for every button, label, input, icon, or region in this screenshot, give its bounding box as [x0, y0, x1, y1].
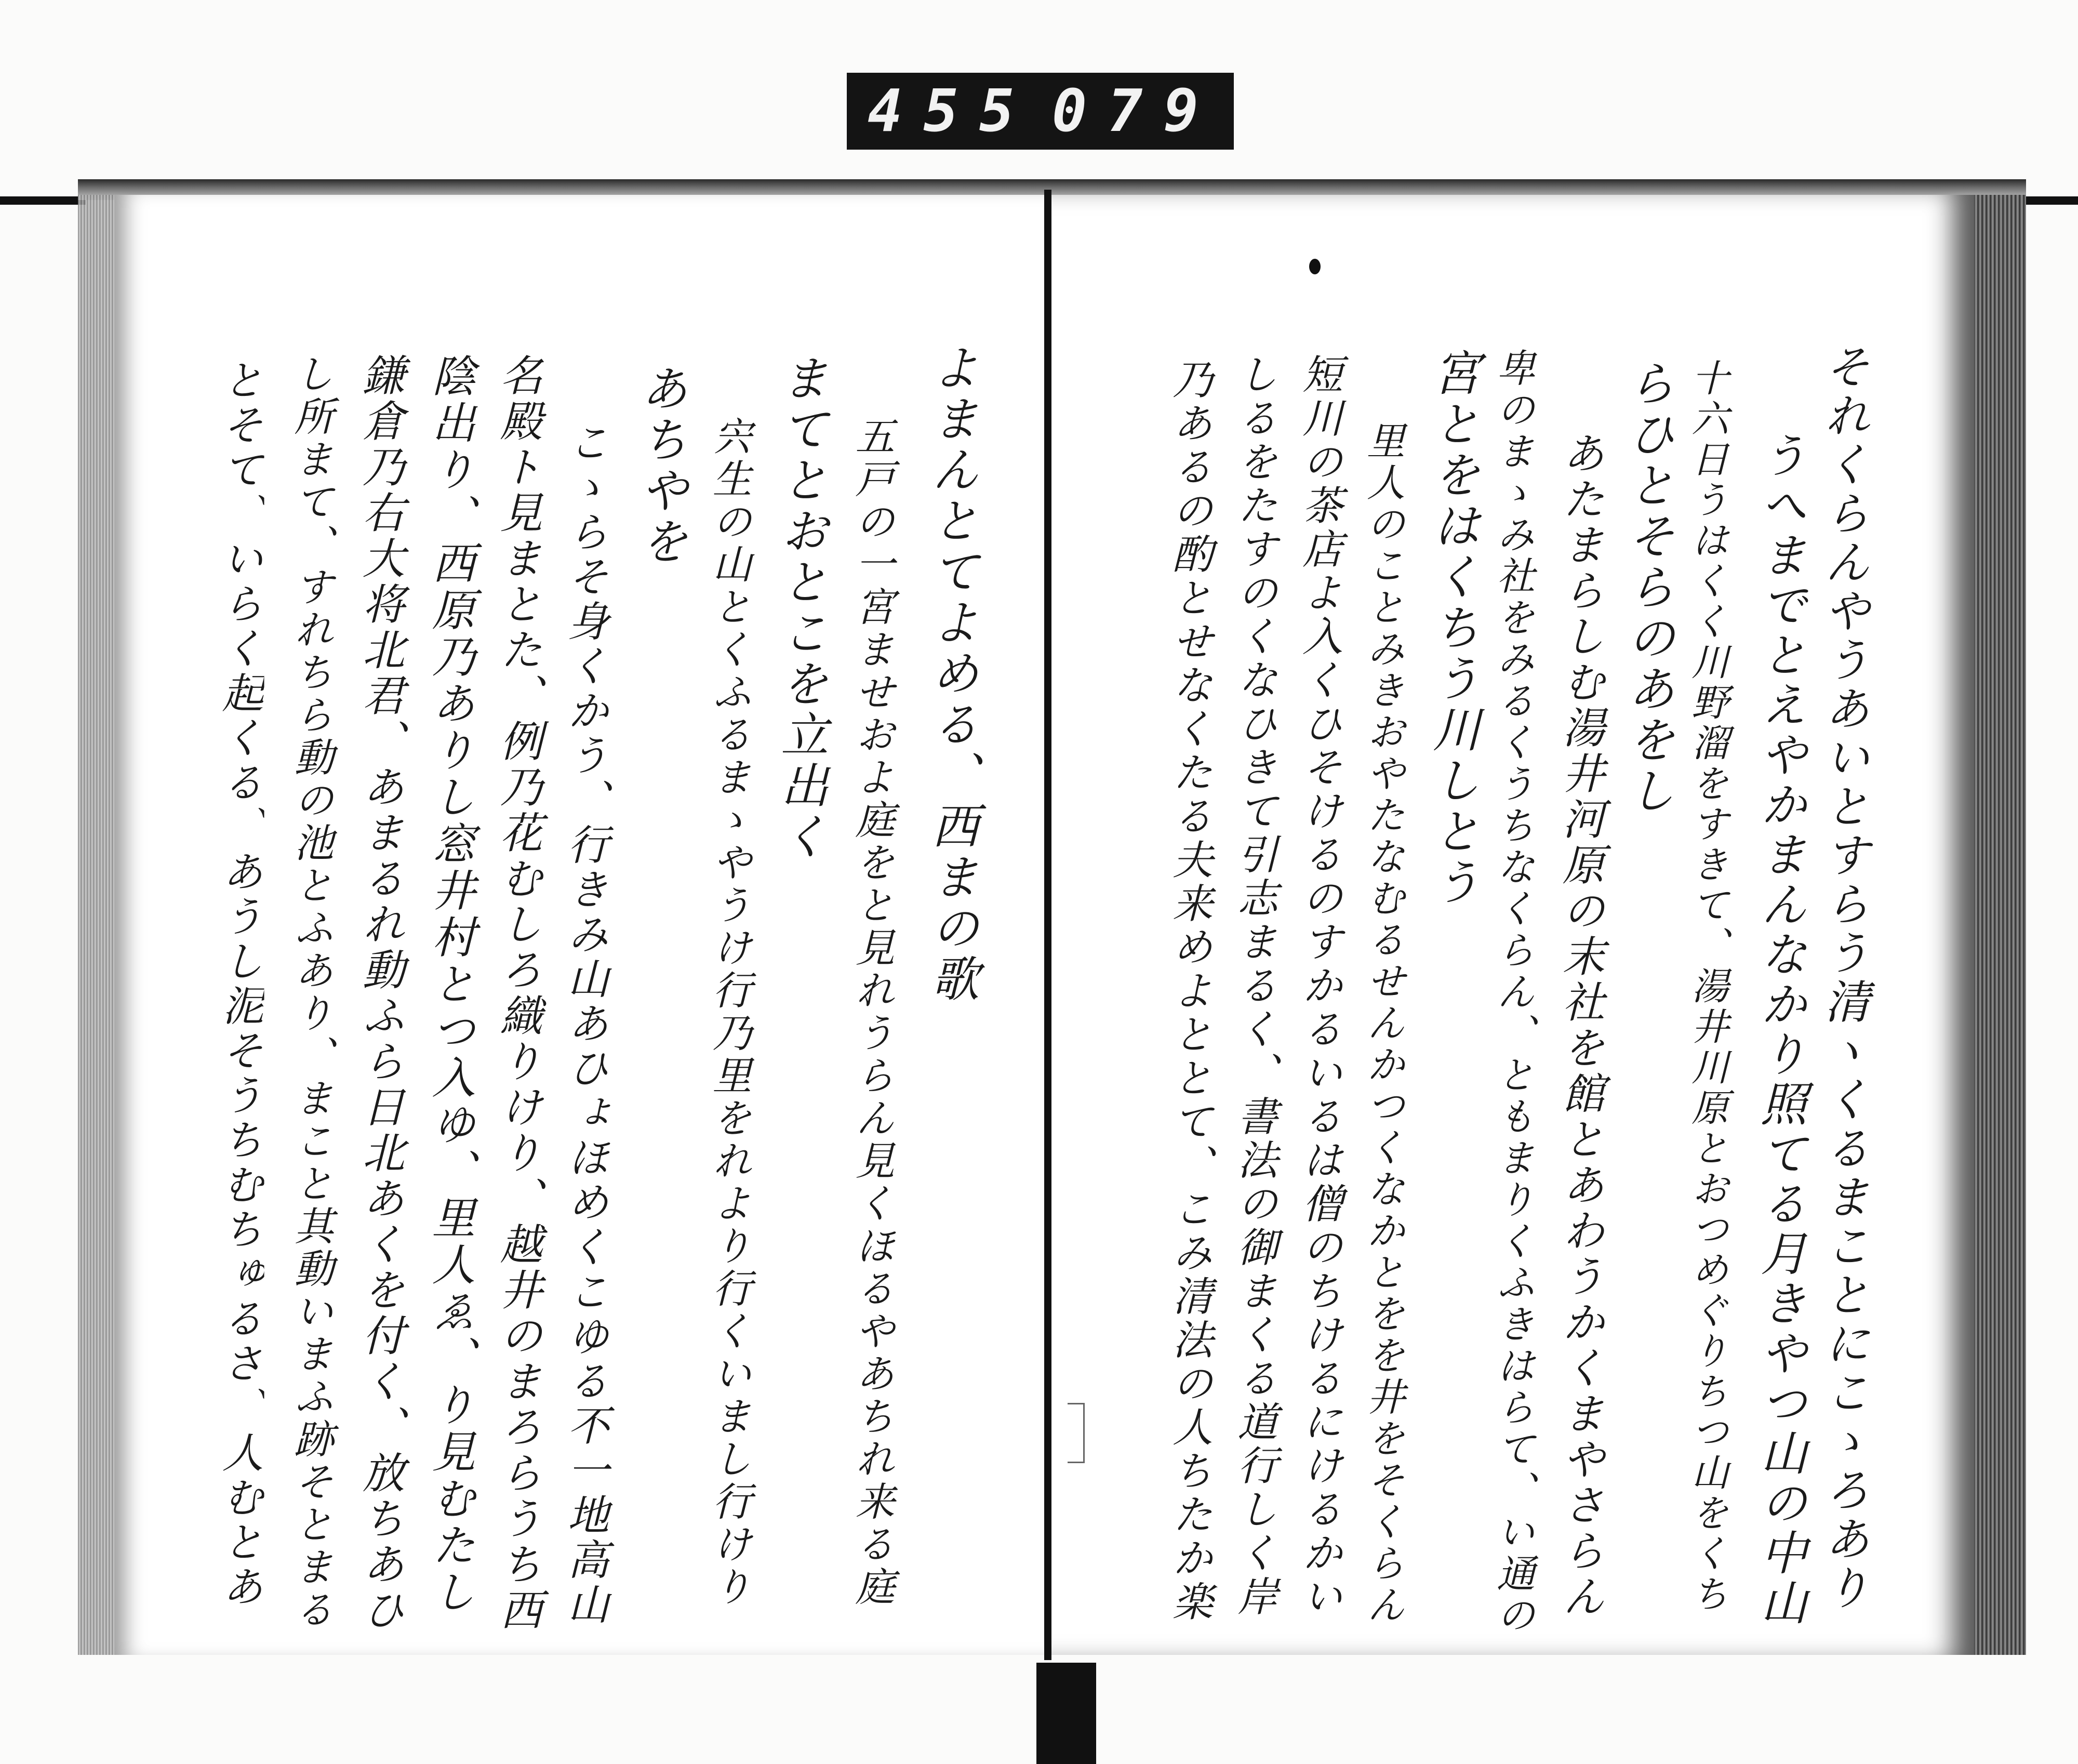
margin-bracket: [1068, 1403, 1085, 1463]
left-rule-line: [0, 196, 86, 205]
right-page-column-6: 卑のまゝみ社をみるくうちなくらん、ともまりくふきはらて、い通の: [1490, 348, 1535, 1637]
left-page-column-1: よまんとてよめる、西まの歌: [924, 343, 979, 1005]
right-page-column-7: 宮とをはくちう川しとう: [1425, 348, 1481, 908]
right-page-column-5: あたまらしむ湯井河原の末社を館とあわうかくまやさらん: [1555, 431, 1605, 1620]
right-page-column-2: うへまでとえやかまんなかり照てる月きやつ山の中山: [1752, 431, 1807, 1628]
book-gutter: [1044, 190, 1051, 1660]
right-page-column-9: 短川の茶店よ入くひそけるのすかるいるは僧のちけるにけるかい: [1296, 353, 1342, 1619]
left-page-column-2: 五戸の一宮ませおよ庭をと見れうらん見くほるやあちれ来る庭: [849, 416, 895, 1609]
left-page-column-10: し所まて、すれちら動の池とふあり、まこと其動いまふ跡そとまる: [288, 353, 334, 1632]
left-page-column-4: 宍生の山とくふるまゝやうけ行乃里をれより行くいまし行けり: [706, 416, 752, 1609]
left-page-column-11: とそて、いらく起くる、あうし泥そうちむちゅるさ、人むとあ: [215, 359, 263, 1610]
left-page-column-3: まてとおとこを立出く: [773, 353, 829, 863]
reel-number: 455: [868, 77, 1035, 145]
right-page-edges: [1974, 195, 2026, 1655]
left-page-column-6: こゝらそ身くかう、行きみ山あひょほめくこゆる不一地高山: [561, 421, 609, 1627]
ink-dot: [1309, 259, 1321, 274]
left-page-column-9: 鎌倉乃右大将北君、あまるれ動ふら日北あくを付く、放ちあひ: [355, 353, 405, 1634]
right-page-column-1: それくらんやうあいとすらう清ヽくるまことにこゝろあり: [1817, 343, 1871, 1613]
spine-clip: [1036, 1663, 1096, 1764]
left-page-column-7: 名殿ト見まとた、例乃花むしろ織りけり、越井のまろらうち西: [493, 353, 542, 1634]
left-page-column-5: あちやを: [633, 364, 688, 567]
reel-frame-label: [847, 73, 1234, 150]
right-page-column-4: らひとそらのあをし: [1620, 359, 1675, 817]
right-page-column-11: 乃あるの酌とせなくたる夫来めよととて、こみ清法の人ちたか楽: [1166, 359, 1213, 1624]
frame-number: 079: [1051, 77, 1219, 145]
right-page-column-8: 里人のことみきおやたなむるせんかつくなかとをを井をそくらん: [1361, 421, 1405, 1626]
right-page-column-10: しるをたすのくなひきて引志まるく、書法の御まくる道行しく岸: [1231, 353, 1277, 1619]
left-page-column-8: 陰出り、西原乃ありし窓井村とつ入ゆ、里人ゑ、り見むたし: [425, 353, 476, 1616]
right-page-column-3: 十六日うはくく川野溜をすきて、湯井川原とおつめぐりちつ山をくち: [1685, 359, 1729, 1615]
left-page-edges: [78, 195, 114, 1655]
